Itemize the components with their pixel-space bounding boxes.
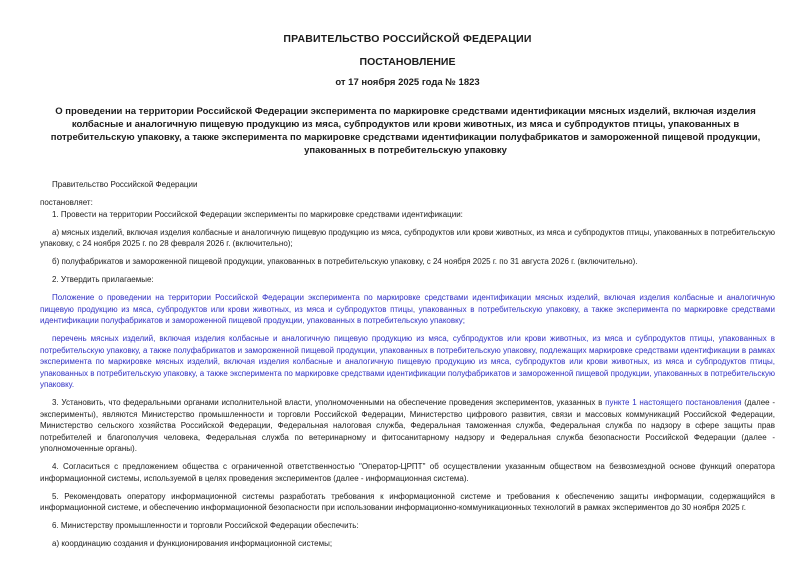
paragraph-text: (далее - эксперименты), являются Министерство промышленности и торговли Российской Федерации, Министерство цифрового развития, связи и массовых коммуникаций Российской Федерации, Министерство сельского хозяйства Российской Федерации, Федеральная налоговая служба, Федеральная таможенная служба, Федеральная служба по надзору в сфере защиты прав потребителей и благополучия человека, Федеральная служба по ветеринарному и фитосанитарному надзору и Федеральная служба безопасности Российской Федерации (далее - уполномоченные органы). — [40, 398, 775, 453]
document-link-paragraph[interactable]: Положение о проведении на территории Российской Федерации эксперимента по маркировке средствами идентификации мясных изделий, включая изделия колбасные и аналогичную пищевую продукцию из мяса, субпродуктов или крови животных, из мяса и субпродуктов птицы, упакованных в потребительскую упаковку, а также эксперимента по маркировке средствами идентификации полуфабрикатов и замороженной пищевой продукции, упакованных в потребительскую упаковку; — [40, 293, 775, 325]
document-body — [40, 179, 775, 550]
paragraph: 1. Провести на территории Российской Федерации эксперименты по маркировке средствами идентификации: — [52, 209, 463, 219]
paragraph-text: 3. Установить, что федеральными органами исполнительной власти, уполномоченными на обеспечение проведения экспериментов, указанных в — [52, 398, 606, 407]
paragraph: Правительство Российской Федерации — [52, 180, 198, 189]
document-header — [40, 33, 775, 89]
paragraph — [40, 397, 775, 455]
paragraph: 5. Рекомендовать оператору информационной системы разработать требования к информационной системе и требования к обеспечению защиты информации, содержащийся в информационной системе, и обеспечению информационной безопасности при использовании информационно-коммуникационных технологий в рамках экспериментов до 30 ноября 2025 г. — [40, 491, 775, 512]
paragraph: 4. Согласиться с предложением общества с ограниченной ответственностью "Оператор-ЦРПТ" об осуществлении указанным обществом на безвозмездной основе функций оператора информационной системы, используемой в целях проведения экспериментов (далее - информационная система). — [40, 462, 775, 483]
paragraph: а) мясных изделий, включая изделия колбасные и аналогичную пищевую продукцию из мяса, субпродуктов или крови животных, из мяса и субпродуктов птицы, упакованных в потребительскую упаковку, с 24 ноября 2025 г. по 28 февраля 2026 г. (включительно); — [40, 227, 775, 248]
paragraph: б) полуфабрикатов и замороженной пищевой продукции, упакованных в потребительскую упаковку, с 24 ноября 2025 г. по 31 августа 2026 г. (включительно). — [52, 257, 638, 266]
document-link-paragraph[interactable]: перечень мясных изделий, включая изделия колбасные и аналогичную пищевую продукцию из мяса, субпродуктов или крови животных, из мяса и субпродуктов птицы, упакованных в потребительскую упаковку, а также полуфабрикатов и замороженной пищевой продукции, упакованных в потребительскую упаковку, подлежащих маркировке средствами идентификации в рамках эксперимента по маркировке мясных изделий, включая изделия колбасные и аналогичную пищевую продукцию из мяса, субпродуктов или крови животных, из мяса и субпродуктов птицы, упакованных в потребительскую упаковку, а также эксперимента по маркировке средствами идентификации полуфабрикатов и замороженной пищевой продукции, упакованных в потребительскую упаковку. — [40, 334, 775, 389]
document-title: О проведении на территории Российской Федерации эксперимента по маркировке средствами идентификации мясных изделий, включая изделия колбасные и аналогичную пищевую продукцию из мяса, субпродуктов или крови животных, из мяса и субпродуктов птицы, упакованных в потребительскую упаковку, а также эксперимента по маркировке средствами идентификации полуфабрикатов и замороженной пищевой продукции, упакованных в потребительскую упаковку — [50, 106, 761, 156]
inline-link[interactable]: пункте 1 настоящего постановления — [605, 398, 742, 407]
document-date-number: от 17 ноября 2025 года № 1823 — [335, 77, 480, 88]
document-type: ПОСТАНОВЛЕНИЕ — [359, 56, 456, 68]
paragraph: а) координацию создания и функционирования информационной системы; — [52, 539, 333, 548]
document-org: ПРАВИТЕЛЬСТВО РОССИЙСКОЙ ФЕДЕРАЦИИ — [283, 33, 532, 45]
paragraph: 2. Утвердить прилагаемые: — [52, 275, 154, 284]
paragraph: постановляет: — [40, 198, 93, 207]
paragraph: 6. Министерству промышленности и торговли Российской Федерации обеспечить: — [52, 521, 359, 530]
